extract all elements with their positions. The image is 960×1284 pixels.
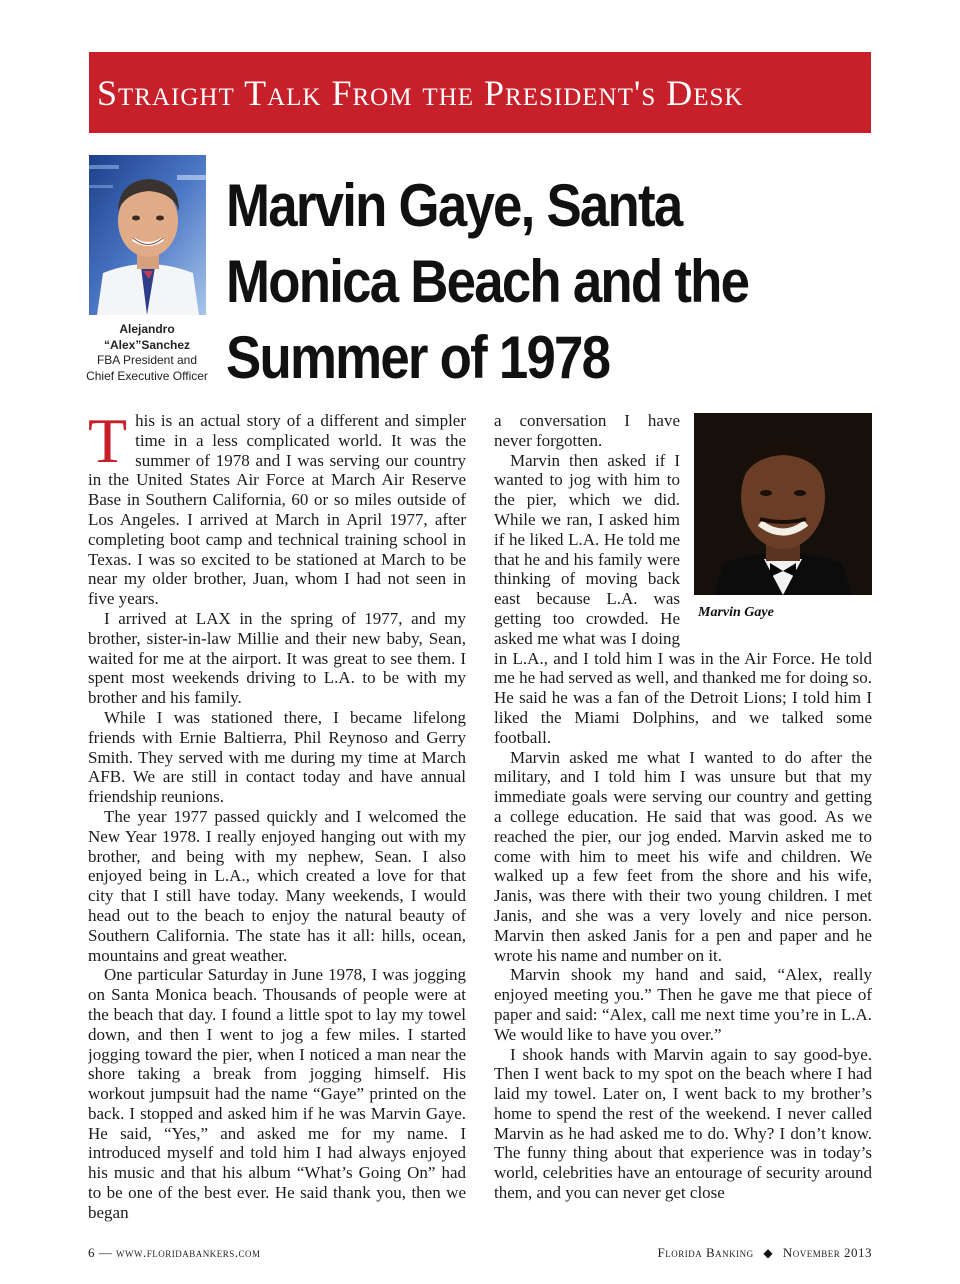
article-paragraph: One particular Saturday in June 1978, I was jogging on Santa Monica beach. Thousands of people were at the beach that day. I found a little spot to lay my towel down, and then I went to jog a few miles. I started jogging toward the pier, when I noticed a man near the shore taking a break from jogging himself. His workout jumpsuit had the name “Gaye” printed on the back. I stopped and asked him if he was Marvin Gaye. He said, “Yes,” and asked me for my name. I introduced myself and told him I had always enjoyed his music and that his album “What’s Going On” had to be one of the best ever. He said thank you, then we began [88, 965, 466, 1222]
footer-magazine: Florida Banking [657, 1245, 754, 1260]
footer-issue-date: November 2013 [782, 1245, 872, 1260]
article-column-right [494, 411, 872, 1229]
article-paragraph: Marvin shook my hand and said, “Alex, really enjoyed meeting you.” Then he gave me that piece of paper and said: “Alex, call me next time you’re in L.A. We would like to have you over.” [494, 965, 872, 1044]
article-column-left [88, 411, 466, 1229]
author-title-line1: FBA President and [96, 353, 198, 367]
photo-caption: Marvin Gaye [698, 605, 774, 620]
banner-title: Straight Talk From the President's Desk [97, 72, 744, 113]
diamond-icon: ◆ [763, 1246, 774, 1260]
article-paragraph: I shook hands with Marvin again to say good-bye. Then I went back to my spot on the beach where I had laid my towel. Later on, I went back to my brother’s home to spend the rest of the weekend. I never called Marvin as he had asked me to do. Why? I don’t know. The funny thing about that experience was in today’s world, celebrities have an entourage of security around them, and you can never get close [494, 1044, 872, 1203]
article-paragraph: The year 1977 passed quickly and I welcomed the New Year 1978. I really enjoyed hanging out with my brother, and being with my nephew, Sean. I also enjoyed being in L.A., which created a love for that city that I still have today. Many weekends, I would head out to the beach to enjoy the natural beauty of Southern California. The state has it all: hills, ocean, mountains and great weather. [88, 806, 466, 965]
author-name-nickname: “Alex”Sanchez [103, 337, 191, 352]
article-paragraph: I arrived at LAX in the spring of 1977, and my brother, sister-in-law Millie and their new baby, Sean, waited for me at the airport. It was great to see them. I spent most weekends driving to L.A. to be with my brother and his family. [88, 608, 466, 708]
author-name-first: Alejandro [119, 322, 175, 336]
article-paragraph: Marvin then asked if I wanted to jog with him to the pier, which we did. While we ran, I asked him if he liked L.A. He told me that he and his family were thinking of moving back east because L.A. was getting too crowded. He asked me what was I doing in L.A., and I told him I was in the Air Force. He told me he had served as well, and thanked me for doing so. He said he was a fan of the Detroit Lions; I told him I liked the Miami Dolphins, and we talked some football. [494, 450, 872, 747]
section-banner [89, 52, 871, 133]
footer-publication [657, 1245, 872, 1261]
article-paragraph: While I was stationed there, I became lifelong friends with Ernie Baltierra, Phil Reynoso and Gerry Smith. They served with me during my time at March AFB. We are still in contact today and have annual friendship reunions. [88, 707, 466, 807]
article-paragraph: a conversation I have never forgotten. [494, 411, 680, 450]
author-title-line2: Chief Executive Officer [86, 368, 208, 383]
article-paragraph: his is an actual story of a different and simpler time in a less complicated world. It was the summer of 1978 and I was serving our country in the United States Air Force at March Air Reserve Base in Southern California, 60 or so miles outside of Los Angeles. I arrived at March in April 1977, after completing boot camp and technical training school in Texas. I was so excited to be stationed at March to be near my older brother, Juan, whom I had not seen in five years. [88, 411, 466, 609]
drop-cap: T [88, 411, 128, 476]
article-paragraph: Marvin asked me what I wanted to do after the military, and I told him I was unsure but that my immediate goals were serving our country and getting a college education. He said that was good. As we reached the pier, our jog ended. Marvin asked me to come with him to meet his wife and children. We walked up a few feet from the shore and his wife, Janis, was there with their two young children. I met Janis, and she was a very lovely and nice person. Marvin then asked Janis for a pen and paper and he wrote his name and number on it. [494, 747, 872, 965]
marvin-gaye-figure [694, 413, 872, 635]
article-headline: Marvin Gaye, Santa Monica Beach and the Summer of 1978 [226, 172, 749, 391]
footer-page-url: 6 — www.floridabankers.com [88, 1245, 261, 1260]
marvin-gaye-photo [694, 413, 872, 595]
author-caption [80, 322, 214, 384]
author-portrait [89, 155, 206, 315]
